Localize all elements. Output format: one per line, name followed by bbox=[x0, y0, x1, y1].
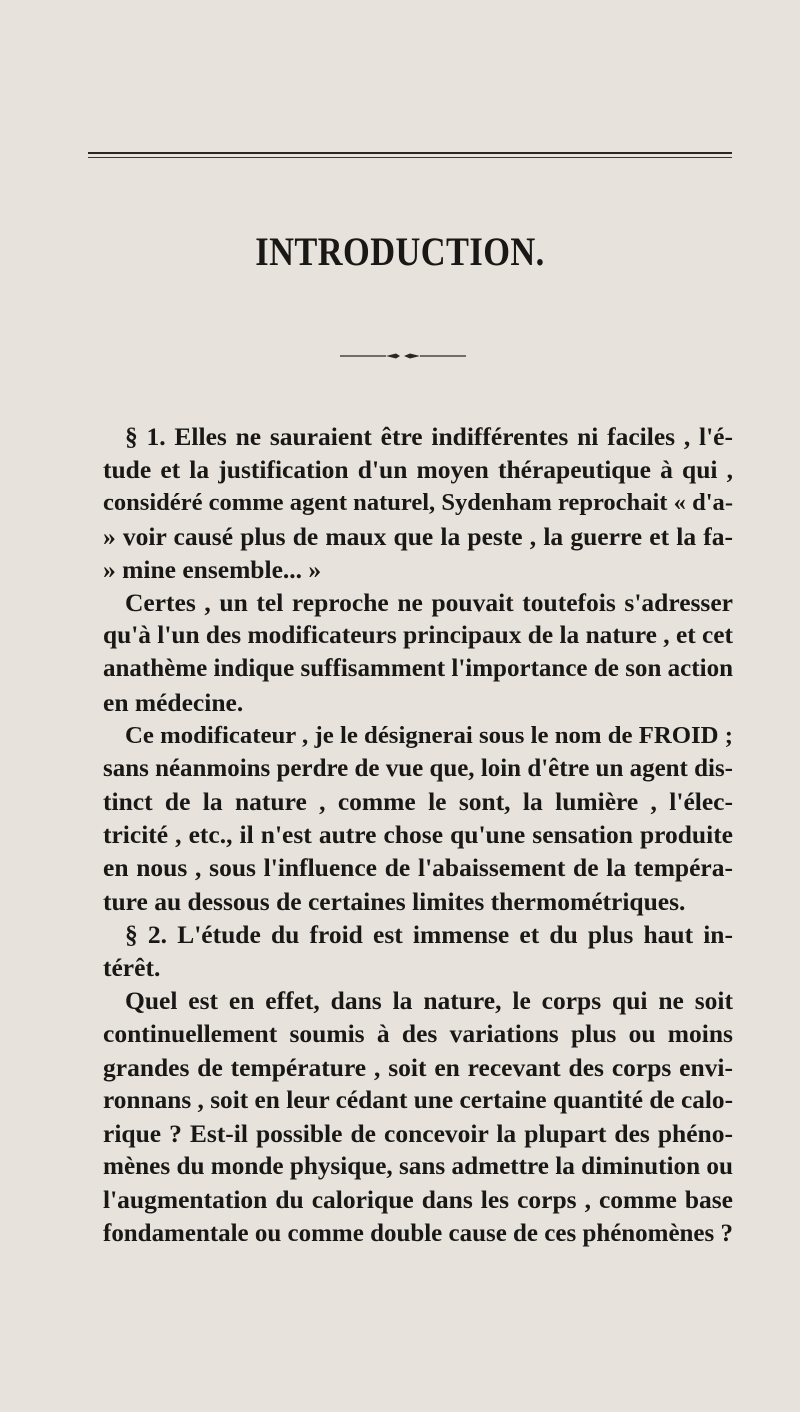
text-line: Ce modificateur , je le désignerai sous le nom de FROID ; bbox=[125, 721, 733, 749]
text-line: tinct de la nature , comme le sont, la lumière , l'élec- bbox=[103, 787, 733, 817]
text-line: en nous , sous l'influence de l'abaissement de la tempéra- bbox=[103, 853, 733, 883]
text-line: ture au dessous de certaines limites thermométriques. bbox=[103, 886, 686, 916]
text-line: l'augmentation du calorique dans les corps , comme base bbox=[103, 1185, 733, 1215]
text-line: Quel est en effet, dans la nature, le corps qui ne soit bbox=[125, 986, 733, 1016]
header-rule bbox=[88, 152, 732, 154]
text-line: rique ? Est-il possible de concevoir la plupart des phéno- bbox=[103, 1118, 733, 1148]
text-line: Certes , un tel reproche ne pouvait toutefois s'adresser bbox=[125, 587, 733, 617]
text-line: fondamentale ou comme double cause de ces phénomènes ? bbox=[103, 1219, 733, 1247]
text-line: sans néanmoins perdre de vue que, loin d'être un agent dis- bbox=[103, 754, 733, 782]
header-rule-thin bbox=[88, 157, 732, 158]
text-line: § 1. Elles ne sauraient être indifférentes ni faciles , l'é- bbox=[125, 422, 733, 451]
text-line: mènes du monde physique, sans admettre la diminution ou bbox=[103, 1153, 733, 1181]
page-title: INTRODUCTION. bbox=[255, 229, 545, 274]
text-line: anathème indique suffisamment l'importance de son action bbox=[103, 655, 733, 683]
text-line: considéré comme agent naturel, Sydenham reprochait « d'a- bbox=[103, 489, 733, 517]
text-line: » voir causé plus de maux que la peste , la guerre et la fa- bbox=[103, 521, 733, 551]
text-line: tricité , etc., il n'est autre chose qu'une sensation produite bbox=[103, 820, 733, 850]
text-line: § 2. L'étude du froid est immense et du plus haut in- bbox=[125, 919, 733, 949]
text-line: tude et la justification d'un moyen thérapeutique à qui , bbox=[103, 455, 733, 485]
text-line: » mine ensemble... » bbox=[103, 554, 322, 584]
text-line: en médecine. bbox=[103, 687, 244, 717]
text-line: ronnans , soit en leur cédant une certaine quantité de calo- bbox=[103, 1085, 733, 1114]
text-line: térêt. bbox=[103, 953, 161, 982]
ornament-divider bbox=[340, 351, 466, 361]
body-text bbox=[103, 420, 733, 1250]
text-line: qu'à l'un des modificateurs principaux de la nature , et cet bbox=[103, 621, 733, 650]
text-line: continuellement soumis à des variations plus ou moins bbox=[103, 1019, 733, 1049]
text-line: grandes de température , soit en recevant des corps envi- bbox=[103, 1052, 733, 1082]
